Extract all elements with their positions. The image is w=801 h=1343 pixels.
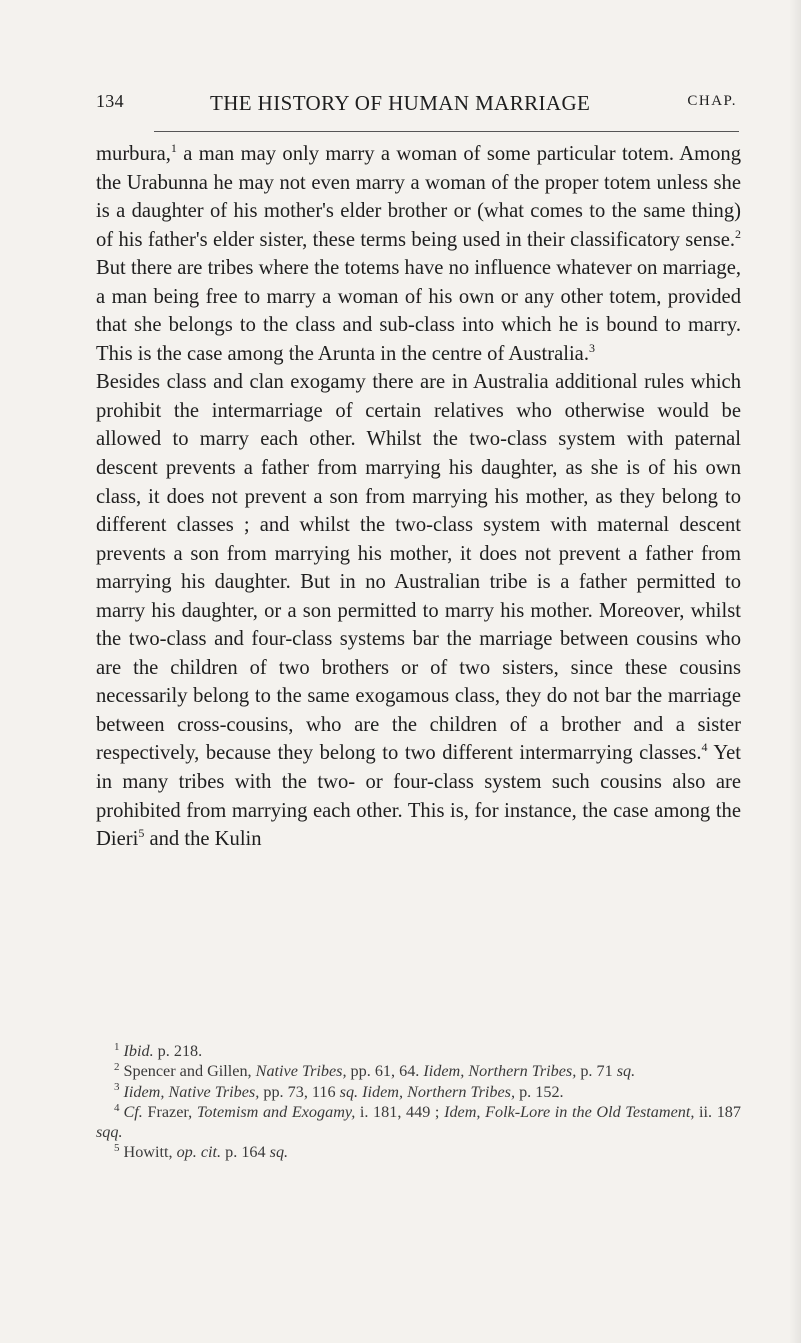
footnote-text: Iidem, Native Tribes,: [123, 1082, 260, 1101]
running-title: THE HISTORY OF HUMAN MARRIAGE: [210, 91, 591, 115]
footnote-1: [96, 1041, 741, 1061]
text-run: Besides class and clan exogamy there are in Australia additional rules which prohibit the intermarriage of certain relatives who otherwise would be allowed to marry each other. Whilst the two-class system with paternal descent prevents a father from marrying his daughter, as she is of his own class, it does not prevent a son from marrying his mother, as they belong to different classes ; and whilst the two-class system with maternal descent prevents a son from marrying his mother, it does not prevent a father from marrying his daughter. But in no Australian tribe is a father permitted to marry his daughter, or a son permitted to marry his mother. Moreover, whilst the two-class and four-class systems bar the marriage between cousins who are the children of two brothers or of two sisters, since these cousins necessarily belong to the same exogamous class, they do not bar the marriage between cross-cousins, who are the children of a brother and a sister respectively, because they belong to two different intermarrying classes.: [96, 371, 741, 765]
footnote-5: [96, 1142, 741, 1162]
footnote-text: Iidem, Northern Tribes,: [423, 1062, 577, 1081]
footnote-text: Howitt,: [123, 1143, 177, 1162]
running-head: [96, 91, 741, 121]
footnote-text: Idem, Folk-Lore in the Old Testament,: [444, 1102, 695, 1121]
chapter-label: CHAP.: [687, 93, 737, 109]
footnote-mark: 5: [114, 1142, 120, 1155]
footnotes: [96, 1041, 741, 1163]
footnote-text: Frazer,: [142, 1102, 197, 1121]
body-text: [96, 140, 741, 854]
footnote-text: sq.: [339, 1082, 359, 1101]
footnote-ref-4[interactable]: 4: [701, 740, 708, 755]
paragraph-1: [96, 140, 741, 368]
footnote-text: Cf.: [123, 1102, 143, 1121]
page-number: 134: [96, 91, 124, 111]
footnote-mark: 2: [114, 1060, 120, 1073]
footnote-text: Iidem, Northern Tribes,: [362, 1082, 516, 1101]
footnote-text: Ibid.: [123, 1042, 154, 1060]
footnote-4: [96, 1102, 741, 1143]
footnote-ref-2[interactable]: 2: [735, 226, 741, 241]
footnote-mark: 3: [114, 1081, 120, 1094]
footnote-text: Native Tribes,: [255, 1062, 347, 1081]
paragraph-2: [96, 368, 741, 853]
text-run: murbura,: [96, 143, 171, 165]
footnote-text: i. 181, 449 ;: [355, 1102, 445, 1121]
page-edge-shadow: [789, 0, 801, 1343]
footnote-text: p. 152.: [515, 1082, 564, 1101]
footnote-text: p. 71: [576, 1062, 617, 1081]
footnote-text: pp. 61, 64.: [346, 1062, 424, 1081]
footnote-text: sq.: [616, 1062, 636, 1081]
header-rule: [154, 131, 739, 132]
footnote-mark: 4: [114, 1101, 120, 1114]
footnote-text: ii. 187: [694, 1102, 741, 1121]
footnote-text: op. cit.: [176, 1143, 222, 1162]
footnote-ref-5[interactable]: 5: [138, 826, 145, 841]
footnote-ref-3[interactable]: 3: [588, 340, 595, 355]
text-run: and the Kulin: [144, 828, 262, 851]
footnote-text: Spencer and Gillen,: [123, 1062, 256, 1081]
footnote-3: [96, 1082, 741, 1102]
footnote-2: [96, 1061, 741, 1081]
footnote-text: p. 164: [221, 1143, 270, 1162]
footnote-ref-1[interactable]: 1: [170, 141, 177, 156]
footnote-text: Totemism and Exogamy,: [196, 1102, 356, 1121]
footnote-text: pp. 73, 116: [259, 1082, 340, 1101]
text-run: But there are tribes where the totems have no influence whatever on marriage, a man being free to marry a woman of his own or any other totem, provided that she belongs to the class and sub-class into which he is bound to marry. This is the case among the Arunta in the centre of Australia.: [96, 257, 741, 365]
footnote-mark: 1: [114, 1040, 120, 1053]
footnote-text: p. 218.: [153, 1042, 203, 1060]
footnote-text: sqq.: [96, 1123, 123, 1142]
text-run: Yet in many tribes with the two- or four-class system such cousins also are prohibited from marrying each other. This is, for instance, the case among the Dieri: [96, 742, 741, 851]
footnote-text: sq.: [269, 1143, 289, 1162]
text-run: a man may only marry a woman of some particular totem. Among the Urabunna he may not even marry a woman of the proper totem unless she is a daughter of his mother's elder brother or (what comes to the same thing) of his father's elder sister, these terms being used in their classificatory sense.: [96, 143, 741, 251]
